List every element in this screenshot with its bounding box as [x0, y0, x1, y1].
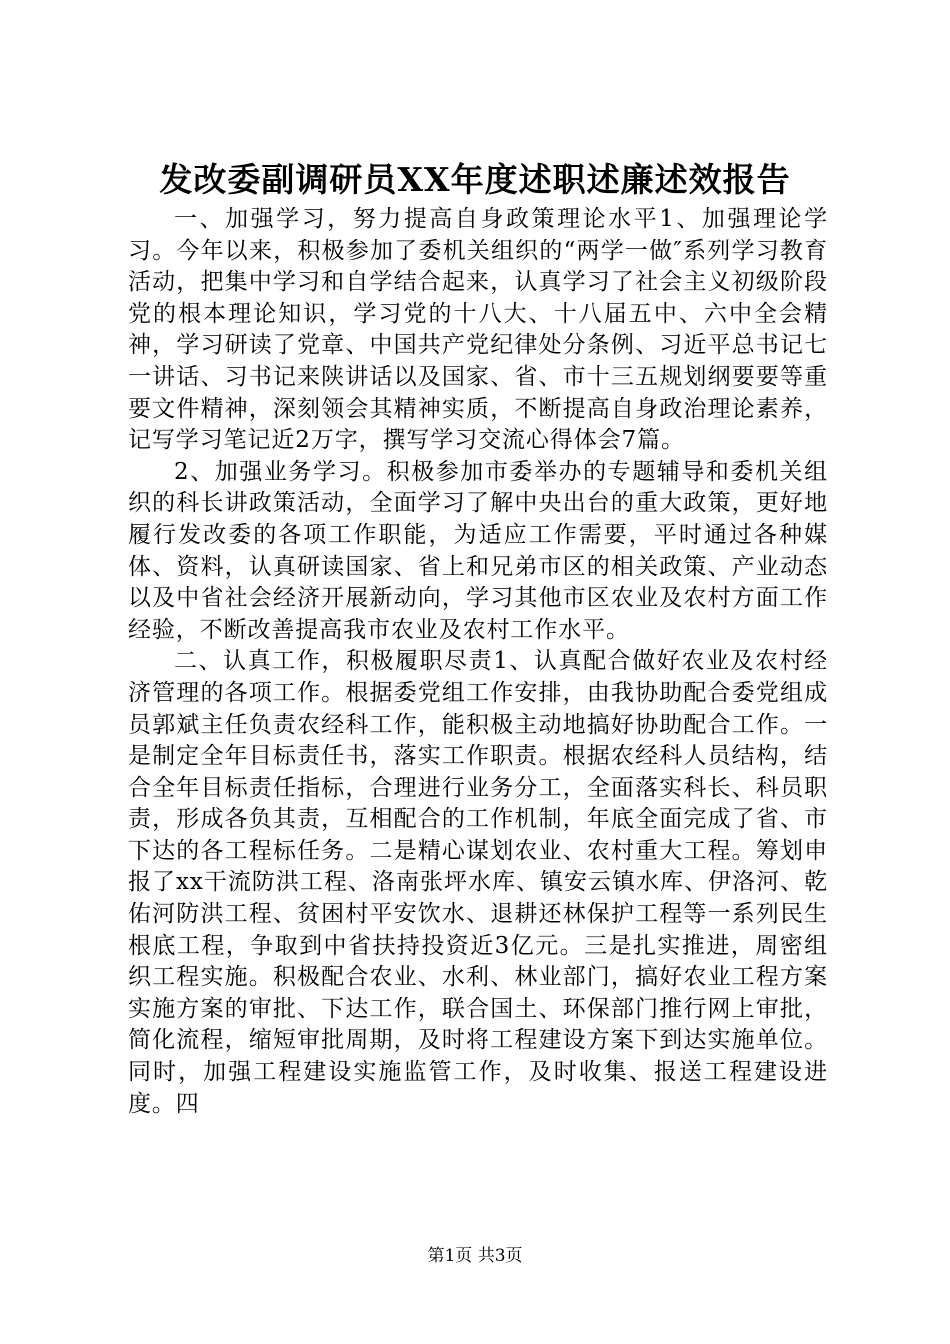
document-body — [128, 204, 828, 1120]
paragraph: 2、加强业务学习。积极参加市委举办的专题辅导和委机关组织的科长讲政策活动，全面学习了解中央出台的重大政策，更好地履行发改委的各项工作职能，为适应工作需要，平时通过各种媒体、资料，认真研读国家、省上和兄弟市区的相关政策、产业动态以及中省社会经济开展新动向，学习其他市区农业及农村方面工作经验，不断改善提高我市农业及农村工作水平。 — [128, 458, 828, 643]
document-title: 发改委副调研员XX年度述职述廉述效报告 — [159, 160, 791, 199]
paragraph: 一、加强学习，努力提高自身政策理论水平1、加强理论学习。今年以来，积极参加了委机关组织的“两学一做″系列学习教育活动，把集中学习和自学结合起来，认真学习了社会主义初级阶段党的根本理论知识，学习党的十八大、十八届五中、六中全会精神，学习研读了党章、中国共产党纪律处分条例、习近平总书记七一讲话、习书记来陕讲话以及国家、省、市十三五规划纲要要等重要文件精神，深刻领会其精神实质，不断提高自身政治理论素养，记写学习笔记近2万字，撰写学习交流心得体会7篇。 — [128, 206, 828, 454]
paragraph: 二、认真工作，积极履职尽责1、认真配合做好农业及农村经济管理的各项工作。根据委党组工作安排，由我协助配合委党组成员郭斌主任负责农经科工作，能积极主动地搞好协助配合工作。一是制定全年目标责任书，落实工作职责。根据农经科人员结构，结合全年目标责任指标，合理进行业务分工，全面落实科长、科员职责，形成各负其责，互相配合的工作机制，年底全面完成了省、市下达的各工程标任务。二是精心谋划农业、农村重大工程。筹划申报了xx干流防洪工程、洛南张坪水库、镇安云镇水库、伊洛河、乾佑河防洪工程、贫困村平安饮水、退耕还林保护工程等一系列民生根底工程，争取到中省扶持投资近3亿元。三是扎实推进，周密组织工程实施。积极配合农业、水利、林业部门，搞好农业工程方案实施方案的审批、下达工作，联合国土、环保部门推行网上审批，简化流程，缩短审批周期，及时将工程建设方案下到达实施单位。同时，加强工程建设实施监管工作，及时收集、报送工程建设进度。四 — [128, 648, 828, 1117]
page-number-footer: 第1页 共3页 — [427, 1246, 523, 1266]
